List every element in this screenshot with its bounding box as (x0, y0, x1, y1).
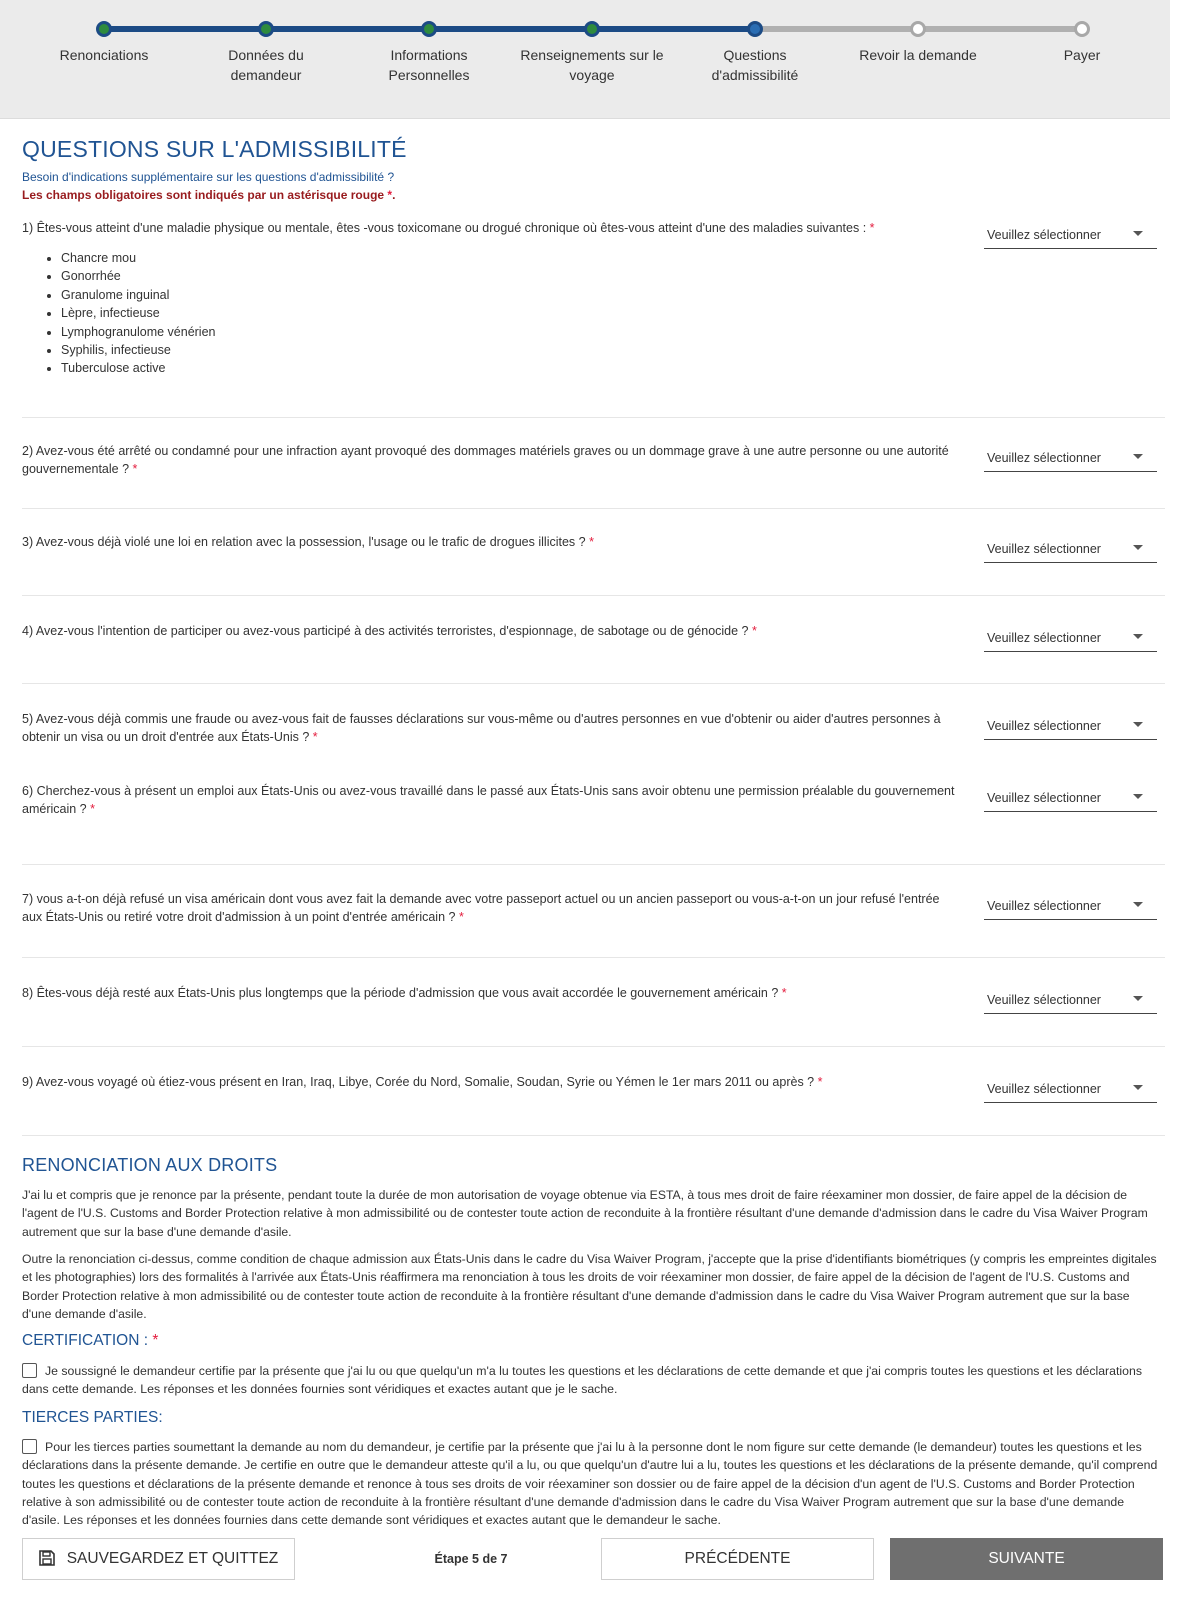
select-placeholder: Veuillez sélectionner (987, 451, 1101, 465)
question-7-text (22, 890, 957, 926)
question-3-text (22, 533, 957, 551)
chevron-down-icon (1133, 231, 1143, 236)
question-4-text (22, 622, 957, 640)
question-7-label: 7) vous a-t-on déjà refusé un visa américain dont vous avez fait la demande avec votre passeport actuel ou un ancien passeport ou vous-a-t-on un jour refusé l'entrée aux États-Unis ou retiré votre droit d'admission à un point d'entrée américain ? (22, 892, 940, 924)
select-placeholder: Veuillez sélectionner (987, 1082, 1101, 1096)
list-item: • Tuberculose active (61, 359, 1165, 377)
question-5 (22, 710, 1165, 760)
waiver-paragraph-2: Outre la renonciation ci-dessus, comme condition de chaque admission aux États-Unis dans le cadre du Visa Waiver Program, j'accepte que la prise d'identifiants biométriques (y compris les empreintes digitales et les photographies) lors des formalités à l'arrivée aux États-Unis réaffirmera ma renonciation à tous les droits de voir réexaminer mon dossier, de faire appel de la décision de l'agent de l'U.S. Customs and Border Protection relative à mon admissibilité ou de contester toute action de reconduite à la frontière résultant d'une demande d'admission dans le cadre du Visa Waiver Program autrement que sur la base d'une demande d'asile. (22, 1252, 1157, 1321)
select-placeholder: Veuillez sélectionner (987, 791, 1101, 805)
required-note-text: Les champs obligatoires sont indiqués par un astérisque rouge (22, 188, 385, 202)
question-1-label: 1) Êtes-vous atteint d'une maladie physique ou mentale, êtes -vous toxicomane ou drogué chronique où êtes-vous atteint d'une des maladies suivantes : (22, 221, 867, 235)
progress-bar (0, 0, 1170, 119)
required-fields-note (22, 188, 395, 202)
required-star: * (458, 910, 464, 924)
question-4-select[interactable] (984, 624, 1157, 652)
question-8 (22, 984, 1165, 1047)
question-7 (22, 890, 1165, 958)
question-8-text (22, 984, 957, 1002)
required-star: * (152, 1332, 159, 1349)
certification-checkbox[interactable] (22, 1363, 37, 1378)
step-dot-6 (910, 21, 926, 37)
list-item: • Lèpre, infectieuse (61, 304, 1165, 322)
certification-row (22, 1362, 1165, 1399)
list-item: • Gonorrhée (61, 267, 1165, 285)
question-6-text (22, 782, 957, 818)
required-star: * (312, 730, 318, 744)
certification-title-text: CERTIFICATION : (22, 1332, 149, 1349)
select-placeholder: Veuillez sélectionner (987, 993, 1101, 1007)
save-and-quit-label: SAUVEGARDEZ ET QUITTEZ (66, 1550, 279, 1567)
question-1 (22, 219, 1165, 418)
question-9 (22, 1073, 1165, 1136)
waiver-paragraph-1: J'ai lu et compris que je renonce par la présente, pendant toute la durée de mon autorisation de voyage obtenue via ESTA, à tous mes droit de faire réexaminer mon dossier, de faire appel de la décision de l'agent de l'U.S. Customs and Border Protection relative à mon admissibilité ou de contester toute action de reconduite à la frontière résultant d'une demande d'admission dans le cadre du Visa Waiver Program autrement que sur la base d'une demande d'asile. (22, 1188, 1148, 1239)
chevron-down-icon (1133, 634, 1143, 639)
select-placeholder: Veuillez sélectionner (987, 899, 1101, 913)
chevron-down-icon (1133, 722, 1143, 727)
third-party-title: TIERCES PARTIES: (22, 1409, 163, 1426)
required-star: * (589, 535, 594, 549)
certification-text: Je soussigné le demandeur certifie par la présente que j'ai lu ou que quelqu'un m'a lu toutes les questions et les déclarations de cette demande et que j'ai compris toutes les questions et les déclarations dans cette demande. Les réponses et les données fournies sont véridiques et exactes autant que je le sache. (22, 1364, 1142, 1397)
question-5-label: 5) Avez-vous déjà commis une fraude ou avez-vous fait de fausses déclarations sur vous-même ou d'autres personnes en vue d'obtenir ou aider d'autres personnes à obtenir un visa ou un droit d'entrée aux États-Unis ? (22, 712, 941, 744)
question-4-label: 4) Avez-vous l'intention de participer ou avez-vous participé à des activités terroristes, d'espionnage, de sabotage ou de génocide ? (22, 624, 749, 638)
step-label-informations-personnelles[interactable]: Informations Personnelles (388, 47, 470, 83)
required-star: * (752, 624, 757, 638)
previous-button[interactable]: PRÉCÉDENTE (601, 1538, 874, 1580)
question-3 (22, 533, 1165, 596)
step-label-revoir-demande: Revoir la demande (859, 47, 977, 63)
third-party-checkbox[interactable] (22, 1439, 37, 1454)
step-label-payer: Payer (1063, 47, 1101, 63)
select-placeholder: Veuillez sélectionner (987, 228, 1101, 242)
step-label-questions-admissibilite: Questions d'admissibilité (711, 47, 799, 83)
chevron-down-icon (1133, 794, 1143, 799)
required-star: * (781, 986, 787, 1000)
step-label-donnees-demandeur[interactable]: Données du demandeur (228, 47, 304, 83)
step-label-renseignements-voyage[interactable]: Renseignements sur le voyage (520, 47, 664, 83)
step-dot-5 (747, 21, 763, 37)
page-title: QUESTIONS SUR L'ADMISSIBILITÉ (22, 136, 407, 162)
question-2 (22, 442, 1165, 509)
question-6-label: 6) Cherchez-vous à présent un emploi aux États-Unis ou avez-vous travaillé dans le passé aux États-Unis sans avoir obtenu une permission préalable du gouvernement américain ? (22, 784, 955, 816)
chevron-down-icon (1133, 902, 1143, 907)
chevron-down-icon (1133, 996, 1143, 1001)
third-party-text: Pour les tierces parties soumettant la demande au nom du demandeur, je certifie par la présente que j'ai lu à la personne dont le nom figure sur cette demande (le demandeur) toutes les questions et les déclarations dans la présente demande. Je certifie en outre que le demandeur atteste qu'il a lu, ou que quelqu'un d'autre lui a lu, toutes les questions et les déclarations de la présente demande, qu'il comprend toutes les questions et déclarations de la présente demande et renonce à tous ses droits de voir réexaminer son dossier ou de faire appel de la décision d'un agent de l'U.S. Customs and Border Protection relative à son admissibilité ou de contester toute action de reconduite à la frontière résultant d'une demande d'admission dans le cadre du Visa Waiver Program autrement que sur la base d'une demande d'asile. Les réponses et les données fournies dans cette demande sont véridiques et exactes autant que le demandeur le sache. (22, 1440, 1158, 1528)
question-5-select[interactable] (984, 712, 1157, 740)
floppy-disk-icon (39, 1542, 55, 1582)
waiver-title: RENONCIATION AUX DROITS (22, 1155, 278, 1175)
question-6-select[interactable] (984, 784, 1157, 812)
step-dot-1 (96, 21, 112, 37)
required-star: * (387, 188, 393, 202)
help-link[interactable]: Besoin d'indications supplémentaire sur les questions d'admissibilité ? (22, 170, 395, 184)
question-7-select[interactable] (984, 892, 1157, 920)
question-1-select[interactable] (984, 221, 1157, 249)
certification-title (22, 1332, 158, 1350)
chevron-down-icon (1133, 454, 1143, 459)
question-3-label: 3) Avez-vous déjà violé une loi en relation avec la possession, l'usage ou le trafic de drogues illicites ? (22, 535, 586, 549)
step-indicator: Étape 5 de 7 (434, 1552, 508, 1566)
step-label-renonciations[interactable]: Renonciations (59, 47, 149, 63)
required-star: * (132, 462, 138, 476)
list-item: • Granulome inguinal (61, 286, 1165, 304)
third-party-row (22, 1438, 1165, 1529)
question-4 (22, 622, 1165, 684)
question-2-select[interactable] (984, 444, 1157, 472)
required-star: * (869, 221, 875, 235)
chevron-down-icon (1133, 545, 1143, 550)
select-placeholder: Veuillez sélectionner (987, 631, 1101, 645)
question-9-label: 9) Avez-vous voyagé où étiez-vous présent en Iran, Iraq, Libye, Corée du Nord, Somalie, Soudan, Syrie ou Yémen le 1er mars 2011 ou après ? (22, 1075, 815, 1089)
question-8-label: 8) Êtes-vous déjà resté aux États-Unis plus longtemps que la période d'admission que vous avait accordée le gouvernement américain ? (22, 986, 779, 1000)
select-placeholder: Veuillez sélectionner (987, 542, 1101, 556)
list-item: • Lymphogranulome vénérien (61, 323, 1165, 341)
question-9-text (22, 1073, 957, 1091)
disease-list (22, 249, 1165, 378)
required-star: * (817, 1075, 823, 1089)
list-item: • Chancre mou (61, 249, 1165, 267)
required-note-end: . (392, 188, 396, 202)
save-and-quit-button[interactable] (22, 1538, 295, 1580)
question-1-text (22, 219, 957, 237)
question-3-select[interactable] (984, 535, 1157, 563)
next-button[interactable]: SUIVANTE (890, 1538, 1163, 1580)
question-2-label: 2) Avez-vous été arrêté ou condamné pour une infraction ayant provoqué des dommages matériels graves ou un dommage grave à une autre personne ou une autorité gouvernementale ? (22, 444, 949, 476)
question-8-select[interactable] (984, 986, 1157, 1014)
question-9-select[interactable] (984, 1075, 1157, 1103)
chevron-down-icon (1133, 1085, 1143, 1090)
question-6 (22, 782, 1165, 865)
question-2-text (22, 442, 957, 478)
step-dot-4 (584, 21, 600, 37)
list-item: • Syphilis, infectieuse (61, 341, 1165, 359)
question-5-text (22, 710, 957, 746)
step-dot-7 (1074, 21, 1090, 37)
step-dot-3 (421, 21, 437, 37)
required-star: * (90, 802, 95, 816)
select-placeholder: Veuillez sélectionner (987, 719, 1101, 733)
step-dot-2 (258, 21, 274, 37)
